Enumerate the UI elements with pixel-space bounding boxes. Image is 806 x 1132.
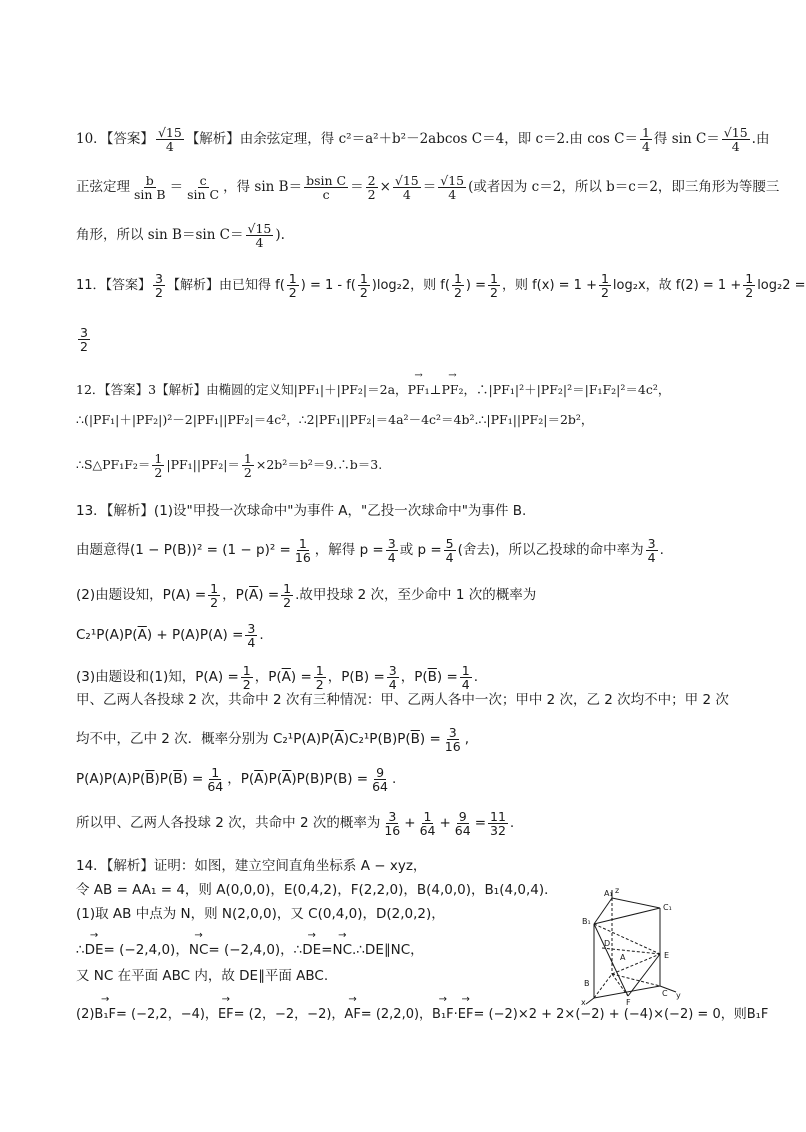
den: 2: [80, 339, 88, 355]
text: ，P(: [400, 668, 428, 685]
text: ，P(: [254, 668, 282, 685]
text: 得 sin C＝: [653, 130, 720, 147]
num: 3: [388, 663, 397, 678]
text: B₁F: [746, 1007, 769, 1022]
answer-fraction: [153, 272, 165, 299]
text: .故甲投球 2 次，至少命中 1 次的概率为: [295, 586, 537, 603]
text: = (−2,4,0)，∴: [208, 942, 303, 958]
fraction: [293, 537, 313, 564]
text: = (2,2,0)，: [360, 1007, 433, 1022]
den: 2: [315, 677, 324, 693]
label-f: F: [626, 998, 631, 1007]
den: 4: [402, 187, 411, 203]
text: =: [474, 814, 486, 831]
fraction: [722, 126, 750, 153]
text: (2)由题设知，P(A) =: [76, 586, 207, 603]
q12-line-2: [76, 414, 740, 427]
den: 4: [165, 139, 174, 155]
q13-line-1: [76, 505, 740, 519]
text: ∴(|PF₁|＋|PF₂|)²－2|PF₁||PF₂|＝4c²，∴2|PF₁||PF₂|＝4a²－4c²＝4b².∴|PF₁||PF₂|＝2b²，: [76, 412, 594, 427]
fraction: [386, 537, 398, 564]
text: 13．【解析】(1)设"甲投一次球命中"为事件 A，"乙投一次球命中"为事件 B.: [76, 503, 527, 519]
q13-line-6: [76, 694, 740, 708]
text: 14．【解析】证明：如图，建立空间直角坐标系 A − xyz，: [76, 858, 427, 874]
text: )log₂2，则 f(: [371, 278, 450, 294]
text: (舍去)，所以乙投球的命中率为: [457, 541, 644, 558]
fraction: [743, 272, 755, 299]
text: ，则 f(x) = 1 +: [501, 278, 597, 294]
text: ＝: [422, 178, 437, 195]
text: ) =: [465, 278, 487, 294]
text: )P(: [263, 770, 283, 787]
label-c: C: [662, 989, 668, 998]
vector-ef: → EF: [458, 1008, 474, 1021]
text: = (−2,4,0)，: [103, 942, 189, 958]
text: )P(B)P(B) =: [291, 770, 369, 787]
text: 令 AB = AA₁ = 4，则 A(0,0,0)，E(0,4,2)，F(2,2,0)，B(4,0,0)，B₁(4,0,4)．: [76, 882, 558, 898]
num: 3: [155, 271, 163, 286]
label-a: A: [620, 953, 626, 962]
num: 2: [367, 173, 376, 188]
den: 64: [419, 823, 436, 839]
num: 3: [387, 536, 396, 551]
text: ) + P(A)P(A) =: [146, 626, 244, 643]
text: 均不中，乙中 2 次．概率分别为 C₂¹P(A)P(: [76, 730, 335, 747]
text: 角形，所以 sin B＝sin C＝: [76, 226, 244, 243]
num: 9: [458, 809, 467, 824]
text: ，P(: [222, 586, 250, 603]
text: ,: [464, 730, 469, 747]
den: 64: [207, 779, 224, 795]
label-d: D: [604, 939, 611, 948]
den: sin B: [134, 187, 166, 203]
num: 1: [745, 271, 754, 286]
q14-line-1: [76, 860, 540, 874]
fraction: [205, 766, 225, 793]
text: ) =: [182, 770, 204, 787]
text: ，P(B) =: [327, 668, 385, 685]
a-bar: $\overline{A}$: [137, 626, 147, 643]
num: 1: [154, 451, 163, 466]
text: .: [473, 668, 479, 685]
q10-line-1: [76, 125, 770, 155]
num: 11: [490, 809, 506, 824]
prism-figure: [580, 886, 700, 1006]
vector-ef: → EF: [218, 1008, 234, 1021]
num: 1: [298, 536, 307, 551]
text: ，∴|PF₁|²＋|PF₂|²＝|F₁F₂|²＝4c²，: [463, 382, 671, 397]
text: ) =: [419, 730, 441, 747]
text: |PF₁||PF₂|＝: [166, 457, 240, 473]
fraction: [382, 810, 402, 837]
den: 4: [641, 139, 650, 155]
den: 16: [384, 823, 401, 839]
fraction: [488, 272, 500, 299]
vector-b1f: → B₁F: [432, 1008, 454, 1021]
fraction: [453, 810, 473, 837]
segment-de: [602, 948, 660, 954]
num: 1: [242, 663, 251, 678]
den: 4: [448, 187, 457, 203]
fraction: [452, 272, 464, 299]
edge-bc: [594, 986, 660, 998]
a-bar: $\overline{A}$: [249, 586, 259, 603]
num: 3: [647, 536, 656, 551]
den: 4: [731, 139, 740, 155]
text: (或者因为 c＝2，所以 b＝c＝2，即三角形为等腰三: [468, 178, 780, 195]
num: 1: [461, 663, 470, 678]
den: 2: [359, 285, 368, 301]
text: ·: [453, 1007, 458, 1022]
fraction: [438, 174, 466, 201]
label-b1: B₁: [582, 917, 591, 926]
fraction: [314, 664, 326, 691]
q14-line-3: [76, 908, 580, 922]
text: ⊥: [429, 382, 442, 397]
q10-line-3: [76, 222, 740, 249]
den: 4: [461, 677, 470, 693]
den: 16: [444, 739, 461, 755]
b-bar: $\overline{B}$: [145, 770, 155, 787]
fraction: [370, 766, 390, 793]
fraction: [646, 537, 658, 564]
q13-line-8: [76, 766, 740, 793]
den: 2: [288, 285, 297, 301]
text: 所以甲、乙两人各投球 2 次，共命中 2 次的概率为: [76, 814, 381, 831]
fraction: [599, 272, 611, 299]
den: 4: [247, 635, 256, 651]
text: = (−2)×2 + 2×(−2) + (−4)×(−2) = 0，则: [473, 1007, 747, 1022]
text: ∴: [76, 942, 85, 958]
fraction: [241, 664, 253, 691]
fraction: [488, 810, 508, 837]
text: 甲、乙两人各投球 2 次，共命中 2 次有三种情况：甲、乙两人各中一次；甲中 2 次，乙 2 次均不中；甲 2 次: [76, 692, 729, 708]
fraction: [281, 582, 293, 609]
label-a1: A₁: [604, 889, 613, 898]
num: 3: [448, 725, 457, 740]
vector-de: → DE: [85, 944, 104, 958]
text: .: [509, 814, 515, 831]
den: 2: [453, 285, 462, 301]
den: 4: [387, 550, 396, 566]
fraction: [460, 664, 472, 691]
label-y: y: [676, 991, 681, 1000]
fraction: [246, 222, 274, 249]
edge-ab: [594, 974, 612, 998]
text: .: [659, 541, 664, 558]
num: 3: [388, 809, 397, 824]
vector-nc: → NC: [333, 944, 353, 958]
text: 12．【答案】3【解析】由椭圆的定义知|PF₁|＋|PF₂|＝2a，: [76, 382, 408, 397]
den: 2: [490, 285, 498, 301]
a-bar: $\overline{A}$: [281, 668, 291, 685]
den: 4: [388, 677, 397, 693]
text: ×2b²＝b²＝9.∴b＝3.: [255, 457, 383, 473]
den: 2: [367, 187, 376, 203]
num: √15: [440, 173, 465, 188]
num: √15: [723, 125, 748, 140]
text: ) =: [258, 586, 280, 603]
a-bar: $\overline{A}$: [334, 730, 344, 747]
num: 1: [243, 451, 252, 466]
q13-line-4: [76, 622, 740, 649]
fraction: [152, 452, 164, 479]
den: 2: [745, 285, 754, 301]
num: 3: [247, 621, 256, 636]
text: +: [404, 814, 416, 831]
text: 10．【答案】: [76, 130, 154, 147]
label-c1: C₁: [663, 903, 672, 912]
num: c: [199, 173, 207, 188]
den: c: [322, 187, 330, 203]
num: 1: [211, 765, 220, 780]
fraction: [366, 174, 378, 201]
fraction: [640, 126, 652, 153]
num: 1: [210, 581, 219, 596]
q11-line-1: [76, 271, 806, 301]
den: 4: [647, 550, 656, 566]
num: 9: [376, 765, 385, 780]
fraction: [418, 810, 438, 837]
text: +: [439, 814, 451, 831]
label-z: z: [615, 886, 620, 895]
text: log₂x，故 f(2) = 1 +: [612, 278, 742, 294]
q13-line-9: [76, 810, 740, 837]
num: √15: [394, 173, 419, 188]
fraction: [242, 452, 254, 479]
num: √15: [247, 221, 272, 236]
text: ) =: [436, 668, 458, 685]
text: C₂¹P(A)P(: [76, 626, 138, 643]
q14-line-4: [76, 944, 580, 958]
den: 4: [255, 235, 264, 251]
q12-line-1: [76, 384, 740, 397]
q13-line-3: [76, 582, 740, 609]
num: b: [145, 173, 154, 188]
q14-line-6: [76, 1007, 769, 1022]
q13-line-2: [76, 537, 740, 564]
fraction: [387, 664, 399, 691]
x-axis: [586, 998, 594, 1004]
q12-line-3: [76, 452, 740, 479]
text: )P(: [154, 770, 174, 787]
text: .: [259, 626, 264, 643]
text: ) =: [290, 668, 312, 685]
q14-line-5: [76, 970, 580, 984]
num: bsin C: [306, 173, 347, 188]
answer-fraction: [156, 126, 184, 153]
text: ∴S△PF₁F₂＝: [76, 457, 151, 473]
den: 2: [600, 285, 609, 301]
fraction: [185, 174, 221, 201]
fraction: [287, 272, 299, 299]
num: 1: [453, 271, 462, 286]
label-x: x: [581, 998, 586, 1007]
a-bar: $\overline{A}$: [282, 770, 292, 787]
segment-fe: [628, 954, 660, 996]
fraction: [304, 174, 348, 201]
vector-de: → DE: [302, 944, 321, 958]
den: 64: [372, 779, 388, 795]
text: 【解析】由已知得 f(: [167, 278, 285, 294]
text: 由题意得(1 − P(B))² = (1 − p)² =: [76, 541, 291, 558]
num: 1: [600, 271, 609, 286]
q10-line-2: [76, 173, 780, 203]
edge-a1c1: [612, 898, 660, 908]
label-b: B: [584, 979, 590, 988]
text: P(A)P(A)P(: [76, 770, 146, 787]
text: = (−2,2，−4)，: [116, 1007, 218, 1022]
text: 又 NC 在平面 ABC 内，故 DE∥平面 ABC.: [76, 968, 329, 984]
text: = (2，−2，−2)，: [233, 1007, 345, 1022]
text: .由: [751, 130, 770, 147]
q14-line-2: [76, 884, 600, 898]
text: 11．【答案】: [76, 278, 152, 294]
text: log₂2 =: [757, 278, 806, 294]
num: √15: [157, 125, 182, 140]
fraction: [358, 272, 370, 299]
text: (2): [76, 1007, 95, 1022]
text: ×: [379, 178, 391, 195]
vector-pf1: → PF₁: [408, 384, 430, 397]
q13-line-5: [76, 664, 740, 691]
text: .: [392, 770, 397, 787]
vector-nc: → NC: [189, 944, 209, 958]
text: ，解得 p =: [314, 541, 384, 558]
text: 正弦定理: [76, 178, 130, 195]
num: 1: [315, 663, 324, 678]
q13-line-7: [76, 726, 740, 753]
num: 1: [288, 271, 297, 286]
den: 16: [294, 550, 311, 566]
den: 2: [154, 465, 163, 481]
vector-pf2: → PF₂: [441, 384, 463, 397]
text: (3)由题设和(1)知，P(A) =: [76, 668, 239, 685]
fraction: [443, 726, 463, 753]
num: 1: [423, 809, 432, 824]
fraction: [245, 622, 257, 649]
text: .∴DE∥NC，: [352, 942, 424, 958]
num: 5: [445, 536, 454, 551]
den: 2: [210, 595, 219, 611]
den: 2: [155, 285, 163, 301]
vector-b1f: → B₁F: [94, 1008, 116, 1021]
fraction: [208, 582, 220, 609]
text: ，P(: [227, 770, 255, 787]
num: 3: [80, 325, 88, 340]
num: 1: [490, 271, 498, 286]
den: 64: [454, 823, 471, 839]
label-e: E: [664, 951, 670, 960]
vector-af: → AF: [344, 1008, 360, 1021]
den: 32: [490, 823, 506, 839]
fraction: [444, 537, 456, 564]
text: ＝: [169, 178, 184, 195]
text: ，得 sin B＝: [223, 178, 303, 195]
b-bar: $\overline{B}$: [173, 770, 183, 787]
num: 1: [359, 271, 368, 286]
b-bar: $\overline{B}$: [427, 668, 437, 685]
fraction: [132, 174, 168, 201]
den: 2: [283, 595, 292, 611]
fraction: [393, 174, 421, 201]
text: ＝: [350, 178, 364, 195]
b-bar: $\overline{B}$: [410, 730, 420, 747]
fraction: [78, 326, 90, 353]
text: 【解析】由余弦定理，得 c²＝a²＋b²－2abcos C＝4，即 c＝2.由 cos C＝: [185, 130, 638, 147]
den: 2: [243, 465, 252, 481]
den: sin C: [187, 187, 220, 203]
text: 或 p =: [399, 541, 442, 558]
text: (1)取 AB 中点为 N，则 N(2,0,0)，又 C(0,4,0)，D(2,0,2)，: [76, 906, 445, 922]
num: 1: [641, 125, 650, 140]
q11-line-2: [76, 326, 740, 353]
a-bar: $\overline{A}$: [254, 770, 264, 787]
num: 1: [283, 581, 292, 596]
den: 4: [445, 550, 454, 566]
text: ) = 1 - f(: [300, 278, 356, 294]
text: ).: [275, 226, 285, 243]
text: =: [321, 942, 333, 958]
text: )C₂¹P(B)P(: [343, 730, 411, 747]
den: 2: [242, 677, 251, 693]
